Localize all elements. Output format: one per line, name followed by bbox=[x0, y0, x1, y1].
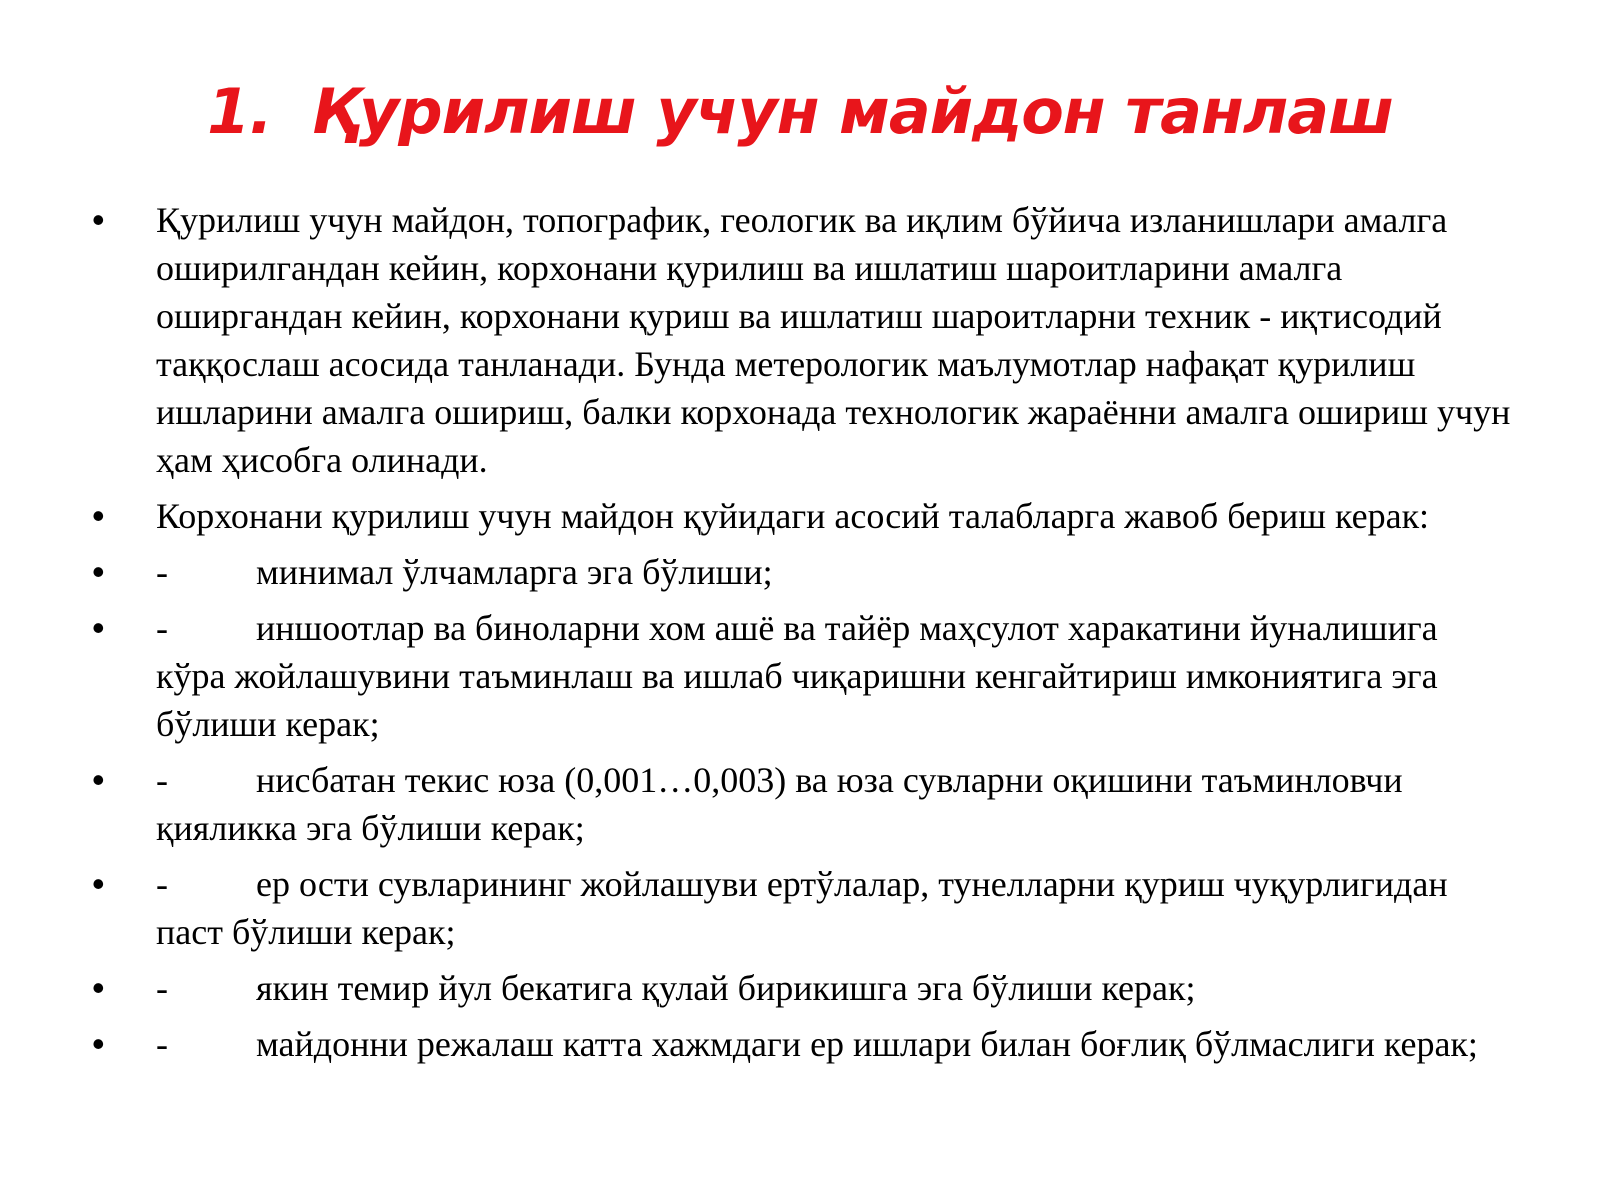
list-item-dash: - bbox=[156, 968, 168, 1008]
list-item-text: Корхонани қурилиш учун майдон қуйидаги асосий талабларга жавоб бериш керак: bbox=[156, 496, 1430, 536]
bullet-icon: • bbox=[92, 551, 105, 592]
bullet-icon: • bbox=[92, 863, 105, 904]
title-number: 1. bbox=[207, 75, 272, 148]
bullet-icon: • bbox=[92, 967, 105, 1008]
list-item-dash: - bbox=[156, 1024, 168, 1064]
list-item-text: якин темир йул бекатига қулай бирикишга эга бўлиши керак; bbox=[256, 968, 1196, 1008]
bullet-icon: • bbox=[92, 199, 105, 240]
list-item-dash: - bbox=[156, 608, 168, 648]
list-item bbox=[92, 756, 1512, 852]
bullet-icon: • bbox=[92, 1023, 105, 1064]
list-item bbox=[92, 964, 1512, 1012]
list-item-dash: - bbox=[156, 864, 168, 904]
slide-title bbox=[0, 68, 1600, 156]
list-item bbox=[92, 604, 1512, 748]
bullet-icon: • bbox=[92, 495, 105, 536]
list-item-dash: - bbox=[156, 552, 168, 592]
list-item bbox=[92, 196, 1512, 484]
list-item-dash: - bbox=[156, 760, 168, 800]
list-item bbox=[92, 548, 1512, 596]
bullet-icon: • bbox=[92, 759, 105, 800]
list-item bbox=[92, 860, 1512, 956]
list-item bbox=[92, 492, 1512, 540]
list-item bbox=[92, 1020, 1512, 1068]
bullet-list bbox=[92, 196, 1512, 1076]
list-item-text: минимал ўлчамларга эга бўлиши; bbox=[256, 552, 773, 592]
bullet-icon: • bbox=[92, 607, 105, 648]
list-item-text: иншоотлар ва биноларни хом ашё ва тайёр маҳсулот харакатини йуналишига кўра жойлашувини таъминлаш ва ишлаб чиқаришни кенгайтириш имкониятига эга бўлиши керак; bbox=[156, 608, 1438, 744]
list-item-text: нисбатан текис юза (0,001…0,003) ва юза сувларни оқишини таъминловчи қияликка эга бўлиши керак; bbox=[156, 760, 1403, 848]
list-item-text: ер ости сувларининг жойлашуви ертўлалар, тунелларни қуриш чуқурлигидан паст бўлиши керак; bbox=[156, 864, 1448, 952]
list-item-text: майдонни режалаш катта хажмдаги ер ишлари билан боғлиқ бўлмаслиги керак; bbox=[256, 1024, 1478, 1064]
title-text: Қурилиш учун майдон танлаш bbox=[311, 75, 1393, 148]
list-item-text: Қурилиш учун майдон, топографик, геологик ва иқлим бўйича изланишлари амалга оширилгандан кейин, корхонани қурилиш ва ишлатиш шароитларини амалга оширгандан кейин, корхонани қуриш ва ишлатиш шароитларни техник - иқтисодий таққослаш асосида танланади. Бунда метерологик маълумотлар нафақат қурилиш ишларини амалга ошириш, балки корхонада технологик жараённи амалга ошириш учун ҳам ҳисобга олинади. bbox=[156, 200, 1511, 480]
